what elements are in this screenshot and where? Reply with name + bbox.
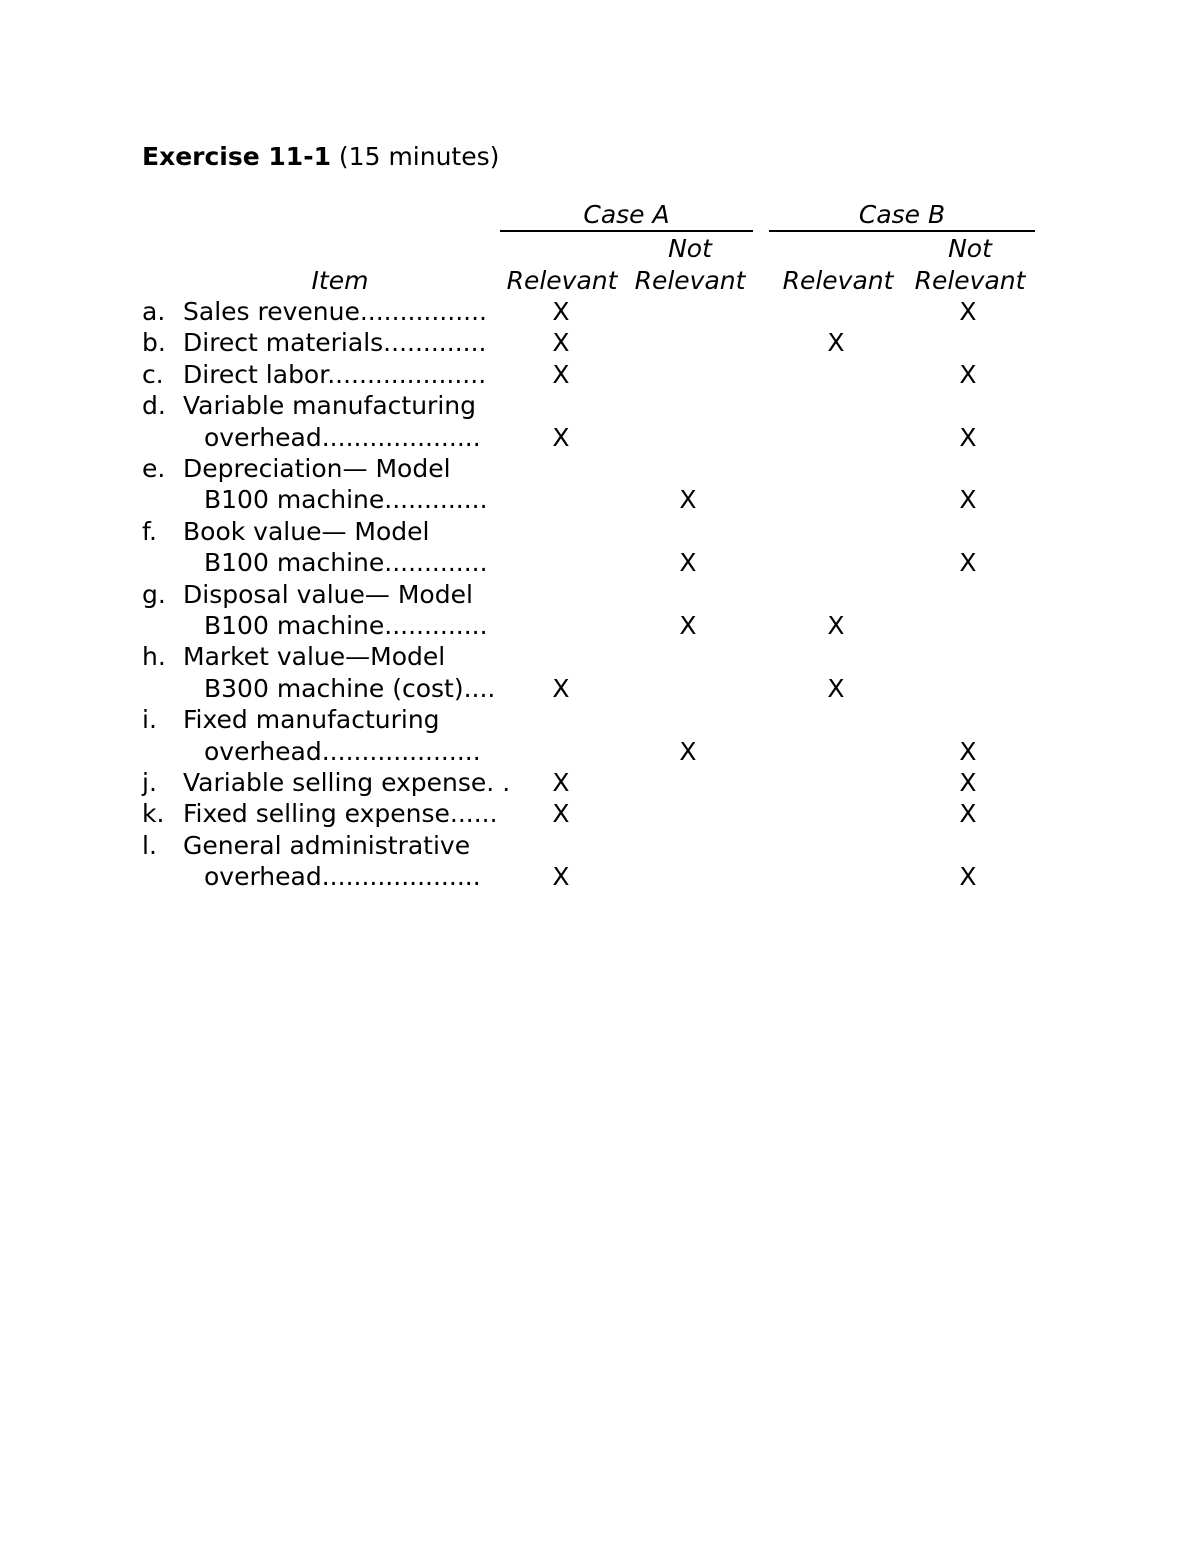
case-b-relevant-mark: X xyxy=(827,611,845,640)
row-letter: k. xyxy=(142,799,165,829)
row-letter: a. xyxy=(142,297,166,326)
row-letter: i. xyxy=(142,705,157,735)
case-a-relevant-mark: X xyxy=(552,673,570,703)
row-label: overhead.................... xyxy=(204,862,481,892)
case-b-relevant-header: Relevant xyxy=(782,266,894,295)
row-label: Direct labor.................... xyxy=(183,359,487,389)
exercise-heading xyxy=(142,142,499,171)
case-a-not-mark: X xyxy=(679,548,697,578)
case-b-not-mark: X xyxy=(959,736,977,766)
row-label: Fixed selling expense...... xyxy=(183,799,498,829)
row-letter: b. xyxy=(142,328,166,358)
row-label: General administrative xyxy=(183,830,471,860)
case-a-relevant-mark: X xyxy=(552,768,570,797)
row-letter: e. xyxy=(142,454,166,483)
row-letter: f. xyxy=(142,516,157,546)
row-label: Depreciation— Model xyxy=(183,454,451,483)
case-b-not-mark: X xyxy=(959,359,977,389)
row-label: overhead.................... xyxy=(204,736,481,766)
row-label: Disposal value— Model xyxy=(183,579,473,609)
case-a-not-relevant-header: Relevant xyxy=(634,266,746,295)
row-label: B100 machine............. xyxy=(204,485,488,515)
case-b-not-mark: X xyxy=(959,485,977,515)
row-label: overhead.................... xyxy=(204,422,481,452)
row-label: Book value— Model xyxy=(183,516,430,546)
case-a-relevant-mark: X xyxy=(552,862,570,892)
case-a-not-label: Not xyxy=(668,234,712,263)
case-b-not-relevant-header: Relevant xyxy=(914,266,1026,295)
case-a-relevant-mark: X xyxy=(552,297,570,326)
case-b-not-mark: X xyxy=(959,548,977,578)
case-b-rule xyxy=(769,230,1035,232)
row-letter: d. xyxy=(142,391,166,421)
case-a-header: Case A xyxy=(583,200,670,229)
row-label: Variable selling expense. . xyxy=(183,768,511,797)
row-label: Variable manufacturing xyxy=(183,391,476,421)
exercise-title: Exercise 11-1 xyxy=(142,142,331,171)
row-letter: l. xyxy=(142,830,157,860)
case-a-rule xyxy=(500,230,753,232)
row-letter: j. xyxy=(142,768,157,797)
case-b-relevant-mark: X xyxy=(827,673,845,703)
case-a-not-mark: X xyxy=(679,485,697,515)
row-label: Direct materials............. xyxy=(183,328,487,358)
row-label: B100 machine............. xyxy=(204,548,488,578)
case-a-relevant-mark: X xyxy=(552,422,570,452)
case-b-not-label: Not xyxy=(948,234,992,263)
case-a-relevant-header: Relevant xyxy=(506,266,618,295)
case-a-not-mark: X xyxy=(679,611,697,640)
case-a-not-mark: X xyxy=(679,736,697,766)
row-letter: c. xyxy=(142,359,164,389)
case-b-not-mark: X xyxy=(959,862,977,892)
row-letter: g. xyxy=(142,579,166,609)
row-label: Fixed manufacturing xyxy=(183,705,440,735)
row-label: Sales revenue................ xyxy=(183,297,487,326)
item-column-header: Item xyxy=(311,266,369,295)
case-a-relevant-mark: X xyxy=(552,799,570,829)
case-b-relevant-mark: X xyxy=(827,328,845,358)
case-b-not-mark: X xyxy=(959,422,977,452)
row-label: B100 machine............. xyxy=(204,611,488,640)
case-b-header: Case B xyxy=(858,200,946,229)
case-b-not-mark: X xyxy=(959,297,977,326)
case-a-relevant-mark: X xyxy=(552,328,570,358)
row-letter: h. xyxy=(142,642,166,672)
row-label: Market value—Model xyxy=(183,642,446,672)
case-a-relevant-mark: X xyxy=(552,359,570,389)
case-b-not-mark: X xyxy=(959,768,977,797)
exercise-duration: (15 minutes) xyxy=(330,142,500,171)
row-label: B300 machine (cost).... xyxy=(204,673,496,703)
case-b-not-mark: X xyxy=(959,799,977,829)
